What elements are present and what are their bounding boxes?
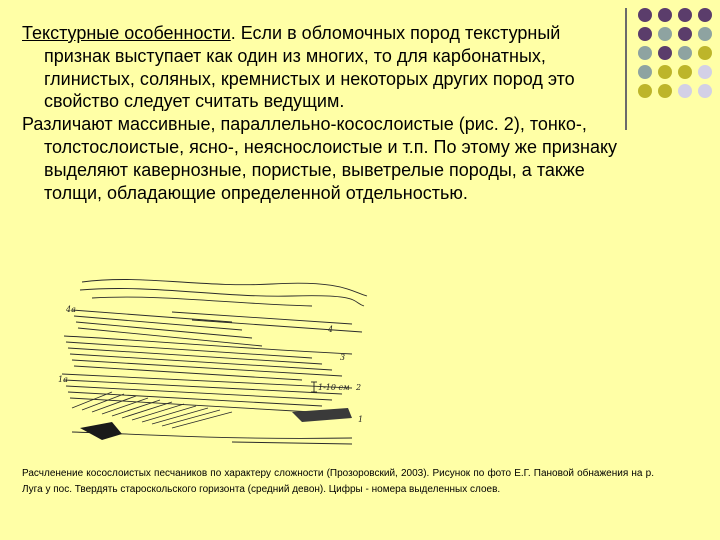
dot xyxy=(638,8,652,22)
term-heading: Текстурные особенности xyxy=(22,23,231,43)
paragraph-text: Различают массивные, параллельно-косослоистые (рис. 2), тонко-, толстослоистые, ясно-, неяснослоистые и т.п. По этому же признаку выделяют кавернозные, пористые, выветрелые породы, а также толщи, обладающие определенной отдельностью. xyxy=(22,114,618,203)
cross-bedding-figure xyxy=(52,262,372,452)
paragraph-types xyxy=(22,113,622,204)
paragraph-text: . Если в обломочных пород текстурный признак выступает как один из многих, то для карбонатных, глинистых, соляных, кремнистых и некоторых других пород это свойство следует считать ведущим. xyxy=(44,23,575,112)
label-scale: 1-10 см xyxy=(318,383,350,392)
dot xyxy=(638,46,652,60)
divider-line xyxy=(625,8,627,130)
dot xyxy=(658,65,672,79)
label-layer-3: 3 xyxy=(340,353,346,362)
dot xyxy=(698,65,712,79)
decorative-dot-grid xyxy=(638,8,716,108)
dot xyxy=(698,27,712,41)
label-layer-1: 1 xyxy=(358,415,364,424)
dot xyxy=(658,8,672,22)
dot xyxy=(658,46,672,60)
dot xyxy=(638,65,652,79)
dot xyxy=(678,65,692,79)
label-layer-4a: 4а xyxy=(66,305,76,314)
dot xyxy=(698,84,712,98)
label-layer-1a: 1а xyxy=(58,375,68,384)
caption-text: Расчленение косослоистых песчаников по характеру сложности (Прозоровский, 2003). Рисунок по фото Е.Г. Пановой обнажения на р. Луга у пос. Твердять староскольского горизонта (средний девон). Цифры - номера выделенных слоев. xyxy=(22,468,654,495)
dot xyxy=(658,27,672,41)
figure-caption xyxy=(22,466,654,498)
dot xyxy=(678,8,692,22)
dot xyxy=(638,27,652,41)
dot xyxy=(638,84,652,98)
main-text xyxy=(22,22,622,204)
label-layer-2: 2 xyxy=(356,383,362,392)
label-layer-4: 4 xyxy=(328,325,334,334)
dot xyxy=(678,27,692,41)
dot xyxy=(698,46,712,60)
dark-lens xyxy=(80,422,122,440)
dot xyxy=(678,84,692,98)
paragraph-texture xyxy=(22,22,622,113)
dot xyxy=(658,84,672,98)
dot xyxy=(698,8,712,22)
dot xyxy=(678,46,692,60)
